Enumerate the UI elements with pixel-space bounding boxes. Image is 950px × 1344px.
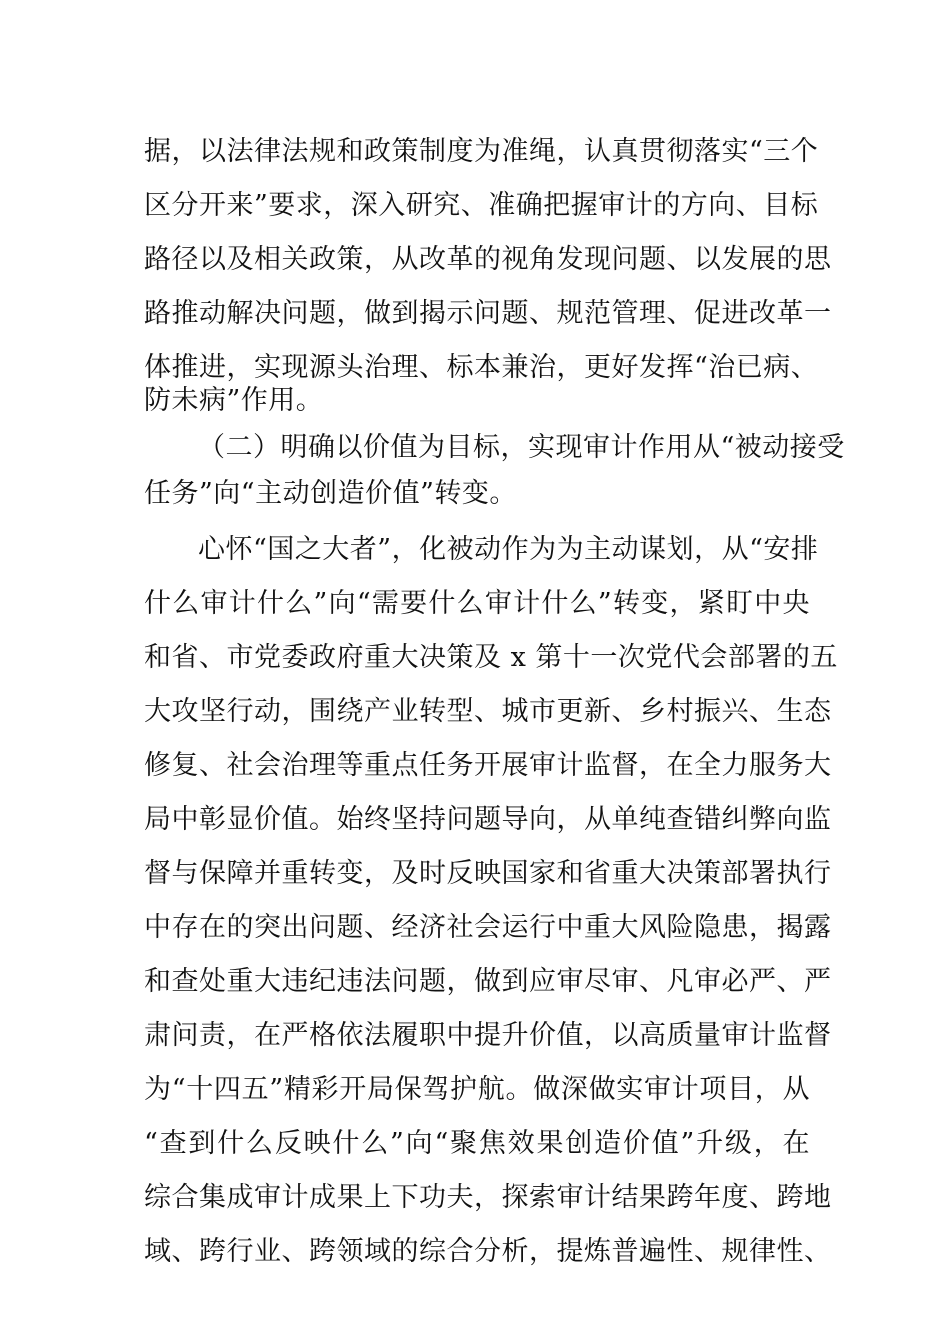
- body-text-line: 防未病”作用。: [144, 385, 324, 416]
- body-text-line: 路径以及相关政策，从改革的视角发现问题、以发展的思: [144, 244, 832, 275]
- body-text-line: 督与保障并重转变，及时反映国家和省重大决策部署执行: [144, 858, 832, 889]
- body-text-line: 心怀“国之大者”，化被动作为为主动谋划，从“安排: [198, 534, 819, 565]
- body-text-line: 为“十四五”精彩开局保驾护航。做深做实审计项目，从: [144, 1074, 810, 1105]
- body-text-line: “查到什么反映什么”向“聚焦效果创造价值”升级，在: [144, 1128, 810, 1159]
- section-heading-line: 任务”向“主动创造价值”转变。: [144, 478, 517, 509]
- section-heading-line: （二）明确以价值为目标，实现审计作用从“被动接受: [198, 432, 845, 463]
- body-text-line: 肃问责，在严格依法履职中提升价值，以高质量审计监督: [144, 1020, 832, 1051]
- body-text-line: 中存在的突出问题、经济社会运行中重大风险隐患，揭露: [144, 912, 832, 943]
- body-text-line: 路推动解决问题，做到揭示问题、规范管理、促进改革一: [144, 298, 832, 329]
- body-text-line: 和查处重大违纪违法问题，做到应审尽审、凡审必严、严: [144, 966, 832, 997]
- body-text-line: 体推进，实现源头治理、标本兼治，更好发挥“治已病、: [144, 352, 819, 383]
- body-text-line: 什么审计什么”向“需要什么审计什么”转变，紧盯中央: [144, 588, 810, 619]
- body-text-line: 和省、市党委政府重大决策及 x 第十一次党代会部署的五: [144, 642, 838, 673]
- body-text-line: 据，以法律法规和政策制度为准绳，认真贯彻落实“三个: [144, 136, 819, 167]
- body-text-line: 大攻坚行动，围绕产业转型、城市更新、乡村振兴、生态: [144, 696, 832, 727]
- body-text-line: 修复、社会治理等重点任务开展审计监督，在全力服务大: [144, 750, 832, 781]
- body-text-line: 区分开来”要求，深入研究、准确把握审计的方向、目标: [144, 190, 819, 221]
- body-text-line: 局中彰显价值。始终坚持问题导向，从单纯查错纠弊向监: [144, 804, 832, 835]
- body-text-line: 综合集成审计成果上下功夫，探索审计结果跨年度、跨地: [144, 1182, 832, 1213]
- body-text-line: 域、跨行业、跨领域的综合分析，提炼普遍性、规律性、: [144, 1236, 832, 1267]
